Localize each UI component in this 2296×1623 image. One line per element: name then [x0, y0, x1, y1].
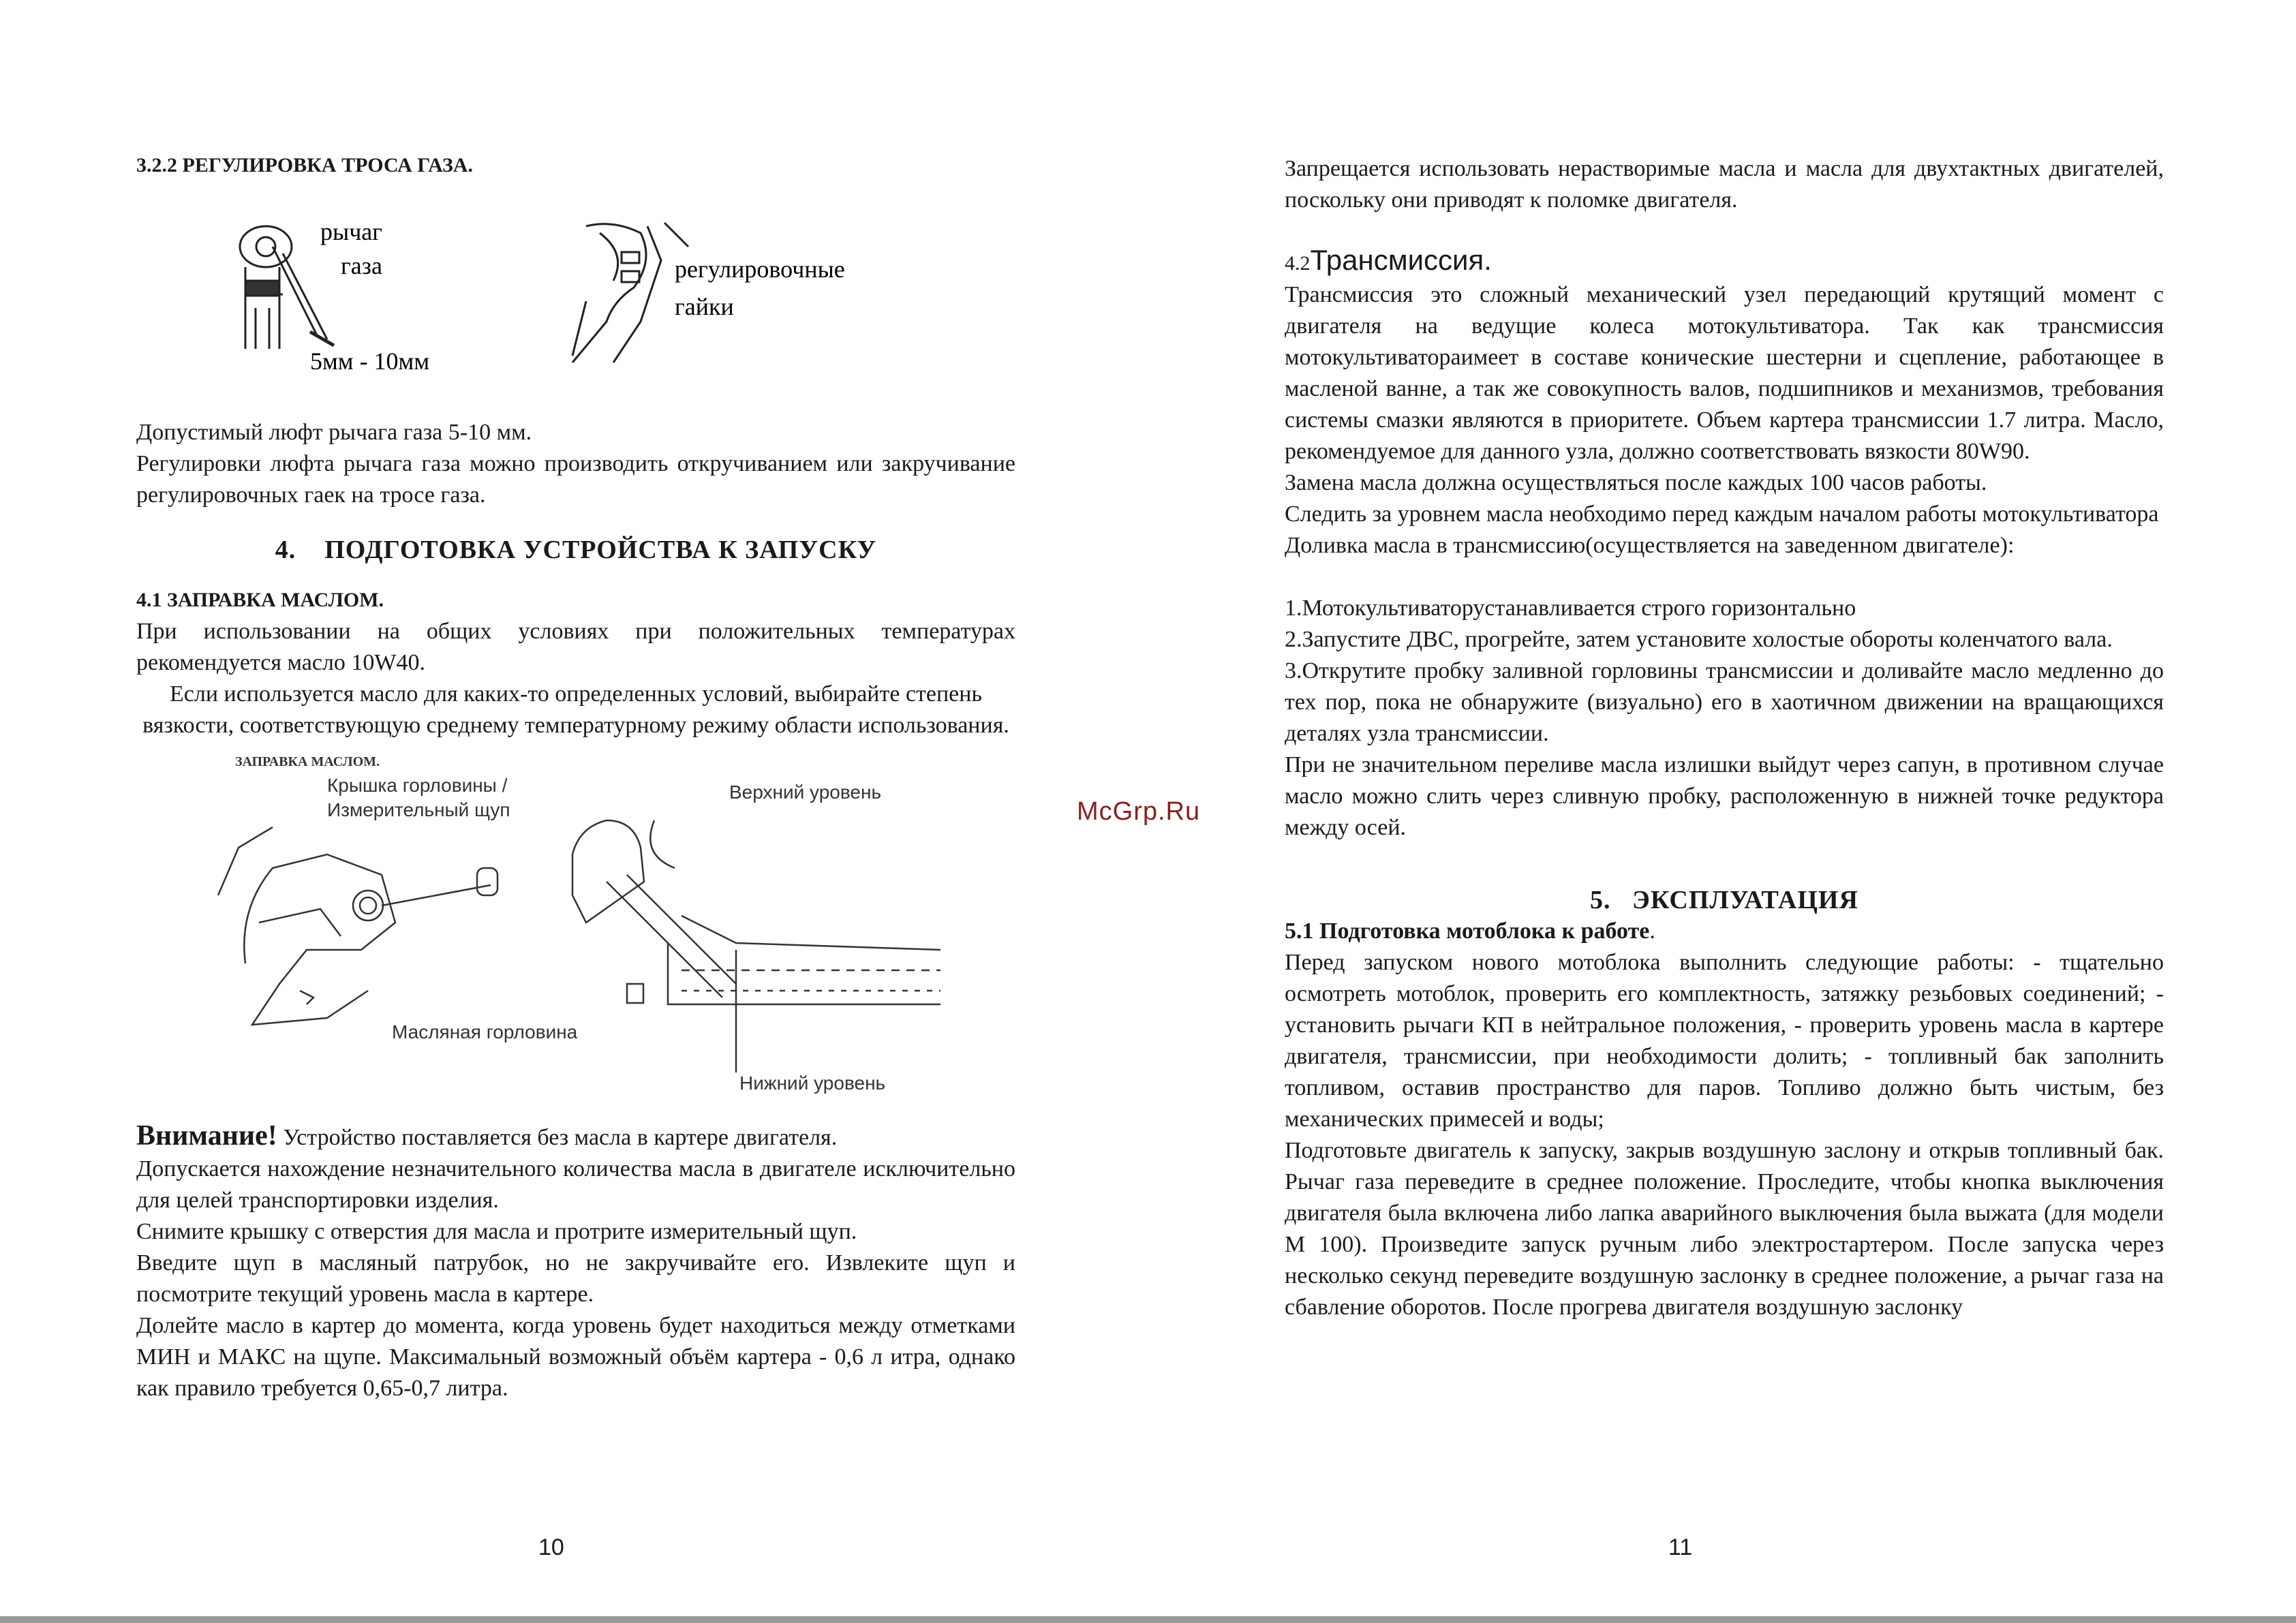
page-number-right: 11	[1668, 1534, 1693, 1560]
section-5-title	[1285, 884, 2164, 916]
heading-5-1	[1285, 916, 2164, 947]
cap-label-1: Крышка горловины /	[327, 775, 508, 796]
figure-caption: ЗАПРАВКА МАСЛОМ.	[235, 754, 380, 769]
para-a4: Долейте масло в картер до момента, когда уровень будет находиться между отметками МИН и МАКС на щупе. Максимальный возможный объём картера - 0,6 л итра, однако как правило требуется 0,65-0,7 литра.	[136, 1313, 1015, 1401]
para-luft-1: Допустимый люфт рычага газа 5-10 мм.	[136, 420, 532, 445]
heading-4-2-text: Трансмиссия.	[1310, 244, 1492, 276]
engine-drawing	[218, 827, 498, 1025]
bottom-rule	[0, 1616, 2296, 1623]
page-number-left: 10	[538, 1534, 564, 1560]
watermark: McGrp.Ru	[1077, 797, 1201, 826]
section-4-title	[136, 534, 1015, 566]
left-page	[0, 0, 1131, 1623]
attention-text: Устройство поставляется без масла в картере двигателя.	[277, 1125, 838, 1150]
attention-paragraph	[136, 1120, 1015, 1154]
throttle-figure	[136, 206, 1015, 376]
para-r2: Замена масла должна осуществляться после каждых 100 часов работы.	[1285, 470, 1987, 495]
heading-3-2-2: 3.2.2 РЕГУЛИРОВКА ТРОСА ГАЗА.	[136, 154, 474, 176]
heading-4-2	[1285, 245, 2164, 279]
step-1: 1.Мотокультиваторустанавливается строго горизонтально	[1285, 596, 1856, 621]
para-r1: Трансмиссия это сложный механический узел передающий крутящий момент с двигателя на ведущие колеса мотокультиватора. Так как трансмиссия мотокультиватораимеет в составе конические шестерни и сцепление, работающее в масленой ванне, а так же совокупность валов, подшипников и механизмов, требования системы смазки являются в приоритете. Объем картера трансмиссии 1.7 литра. Масло, рекомендуемое для данного узла, должно соответствовать вязкости 80W90.	[1285, 282, 2164, 464]
para-r0: Запрещается использовать нерастворимые масла и масла для двухтактных двигателей, поскольку они приводят к поломке двигателя.	[1285, 156, 2164, 213]
section-5-text: ЭКСПЛУАТАЦИЯ	[1632, 886, 1858, 914]
cap-label-2: Измерительный щуп	[327, 799, 510, 820]
upper-level-label: Верхний уровень	[729, 782, 882, 803]
step-3: 3.Открутите пробку заливной горловины трансмиссии и доливайте масло медленно до тех пор, пока не обнаружите (визуально) его в хаотичном движении на вращающихся деталях узла трансмиссии.	[1285, 658, 2164, 746]
para-r6: Перед запуском нового мотоблока выполнить следующие работы: - тщательно осмотреть мотоблок, проверить его комплектность, затяжку резьбовых соединений; - установить рычаги КП в нейтральное положения, - проверить уровень масла в картере двигателя, трансмиссии, при необходимости долить; - топливный бак заполнить топливом, оставив пространство для паров. Топливо должно быть чистым, без механических примесей и воды;	[1285, 950, 2164, 1132]
para-a3: Введите щуп в масляный патрубок, но не закручивайте его. Извлеките щуп и посмотрите текущий уровень масла в картере.	[136, 1250, 1015, 1307]
oil-fill-illustration	[136, 745, 1015, 1113]
para-r4: Доливка масла в трансмиссию(осуществляется на заведенном двигателе):	[1285, 533, 2015, 558]
para-4-1-b: Если используется масло для каких-то определенных условий, выбирайте степень вязкости, соответствующую среднему температурному режиму области использования.	[142, 681, 1009, 738]
nuts-label-2: гайки	[675, 293, 734, 320]
section-5-number: 5.	[1590, 886, 1611, 914]
oil-neck-label: Масляная горловина	[392, 1021, 578, 1042]
para-r3: Следить за уровнем масла необходимо перед каждым началом работы мотокультиватора	[1285, 501, 2159, 527]
para-luft-2: Регулировки люфта рычага газа можно производить откручиванием или закручивание регулировочных гаек на тросе газа.	[136, 451, 1015, 508]
para-r7: Подготовьте двигатель к запуску, закрыв воздушную заслону и открыв топливный бак. Рычаг газа переведите в среднее положение. Проследите, чтобы кнопка выключения двигателя была включена либо лапка аварийного выключения была выжата (для модели М 100). Произведите запуск ручным либо электростартером. После запуска через несколько секунд переведите воздушную заслонку в среднее положение, а рычаг газа на сбавление оборотов. После прогрева двигателя воздушную заслонку	[1285, 1138, 2164, 1320]
lower-level-label: Нижний уровень	[739, 1072, 886, 1094]
section-4-text: ПОДГОТОВКА УСТРОЙСТВА К ЗАПУСКУ	[324, 536, 877, 564]
para-a1: Допускается нахождение незначительного количества масла в двигателе исключительно для целей транспортировки изделия.	[136, 1156, 1015, 1213]
level-drawing	[572, 820, 940, 1072]
right-page	[1152, 0, 2296, 1623]
heading-5-1-dot: .	[1649, 918, 1655, 944]
range-label: 5мм - 10мм	[310, 347, 430, 375]
heading-4-2-number: 4.2	[1285, 252, 1311, 275]
lever-label-1: рычаг	[320, 218, 383, 245]
heading-5-1-text: 5.1 Подготовка мотоблока к работе	[1285, 918, 1650, 944]
nuts-drawing	[572, 223, 688, 362]
step-2: 2.Запустите ДВС, прогрейте, затем установите холостые обороты коленчатого вала.	[1285, 627, 2113, 652]
para-4-1-a: При использовании на общих условиях при положительных температурах рекомендуется масло 10W40.	[136, 619, 1015, 675]
heading-4-1: 4.1 ЗАПРАВКА МАСЛОМ.	[136, 589, 384, 611]
right-column	[1285, 153, 2164, 1323]
para-a2: Снимите крышку с отверстия для масла и протрите измерительный щуп.	[136, 1219, 857, 1244]
lever-label-2: газа	[341, 252, 382, 279]
oil-fill-figure	[136, 745, 1015, 1113]
attention-word: Внимание!	[136, 1120, 277, 1151]
throttle-cable-illustration	[136, 206, 1015, 383]
section-4-number: 4.	[275, 536, 296, 564]
left-column	[136, 150, 1015, 1404]
para-r5: При не значительном переливе масла излишки выйдут через сапун, в противном случае масло можно слить через сливную пробку, расположенную в нижней точке редуктора между осей.	[1285, 752, 2164, 840]
nuts-label-1: регулировочные	[675, 256, 845, 283]
